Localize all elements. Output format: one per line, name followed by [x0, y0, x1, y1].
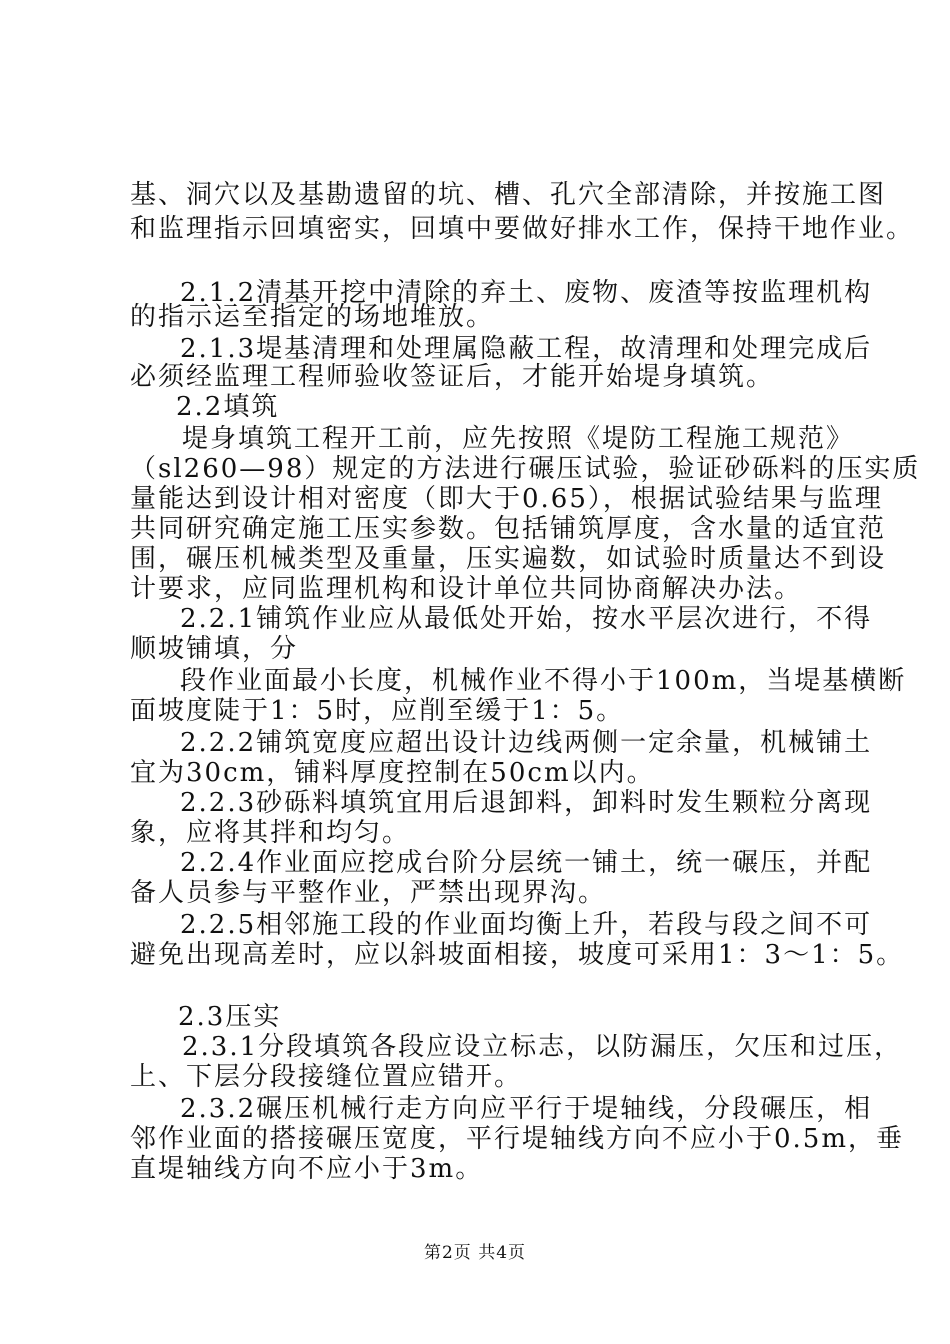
text-line: 段作业面最小长度，机械作业不得小于100m，当堤基横断 — [180, 666, 907, 696]
text-line: 共同研究确定施工压实参数。包括铺筑厚度，含水量的适宜范 — [130, 514, 887, 544]
text-line: 备人员参与平整作业，严禁出现界沟。 — [130, 878, 607, 908]
text-line: 邻作业面的搭接碾压宽度，平行堤轴线方向不应小于0.5m，垂 — [130, 1124, 905, 1154]
text-line: 直堤轴线方向不应小于3m。 — [130, 1154, 484, 1184]
text-line: 顺坡铺填，分 — [130, 634, 299, 664]
paragraph-2-1-2: 2.1.2清基开挖中清除的弃土、废物、废渣等按监理机构 — [180, 278, 873, 308]
paragraph-2-2-3: 2.2.3砂砾料填筑宜用后退卸料，卸料时发生颗粒分离现 — [180, 788, 873, 818]
text-line: 上、下层分段接缝位置应错开。 — [130, 1062, 523, 1092]
paragraph-2-3-1: 2.3.1分段填筑各段应设立标志，以防漏压，欠压和过压， — [182, 1032, 903, 1062]
section-heading-2-2: 2.2填筑 — [176, 392, 280, 422]
page-footer: 第2页 共4页 — [423, 1243, 527, 1263]
text-line: 的指示运至指定的场地堆放。 — [130, 302, 495, 332]
text-line: 宜为30cm，铺料厚度控制在50cm以内。 — [130, 758, 655, 788]
text-line: 象，应将其拌和均匀。 — [130, 818, 411, 848]
text-line: 避免出现高差时，应以斜坡面相接，坡度可采用1：3～1：5。 — [130, 940, 905, 970]
text-line: 基、洞穴以及基勘遗留的坑、槽、孔穴全部清除，并按施工图 — [130, 180, 887, 210]
paragraph-2-2-intro: 堤身填筑工程开工前，应先按照《堤防工程施工规范》 — [182, 424, 855, 454]
text-line: （sl260—98）规定的方法进行碾压试验，验证砂砾料的压实质 — [130, 454, 921, 484]
paragraph-2-2-5: 2.2.5相邻施工段的作业面均衡上升，若段与段之间不可 — [180, 910, 873, 940]
paragraph-2-3-2: 2.3.2碾压机械行走方向应平行于堤轴线，分段碾压，相 — [180, 1094, 873, 1124]
text-line: 量能达到设计相对密度（即大于0.65），根据试验结果与监理 — [130, 484, 883, 514]
text-line: 和监理指示回填密实，回填中要做好排水工作，保持干地作业。 — [130, 214, 915, 244]
text-line: 围，碾压机械类型及重量，压实遍数，如试验时质量达不到设 — [130, 544, 887, 574]
section-heading-2-3: 2.3压实 — [178, 1002, 282, 1032]
paragraph-2-2-1: 2.2.1铺筑作业应从最低处开始，按水平层次进行，不得 — [180, 604, 873, 634]
text-line: 必须经监理工程师验收签证后，才能开始堤身填筑。 — [130, 362, 775, 392]
text-line: 计要求，应同监理机构和设计单位共同协商解决办法。 — [130, 574, 803, 604]
paragraph-2-2-4: 2.2.4作业面应挖成台阶分层统一铺土，统一碾压，并配 — [180, 848, 873, 878]
text-line: 面坡度陡于1：5时，应削至缓于1：5。 — [130, 696, 625, 726]
paragraph-2-1-3: 2.1.3堤基清理和处理属隐蔽工程，故清理和处理完成后 — [180, 334, 873, 364]
paragraph-2-2-2: 2.2.2铺筑宽度应超出设计边线两侧一定余量，机械铺土 — [180, 728, 873, 758]
